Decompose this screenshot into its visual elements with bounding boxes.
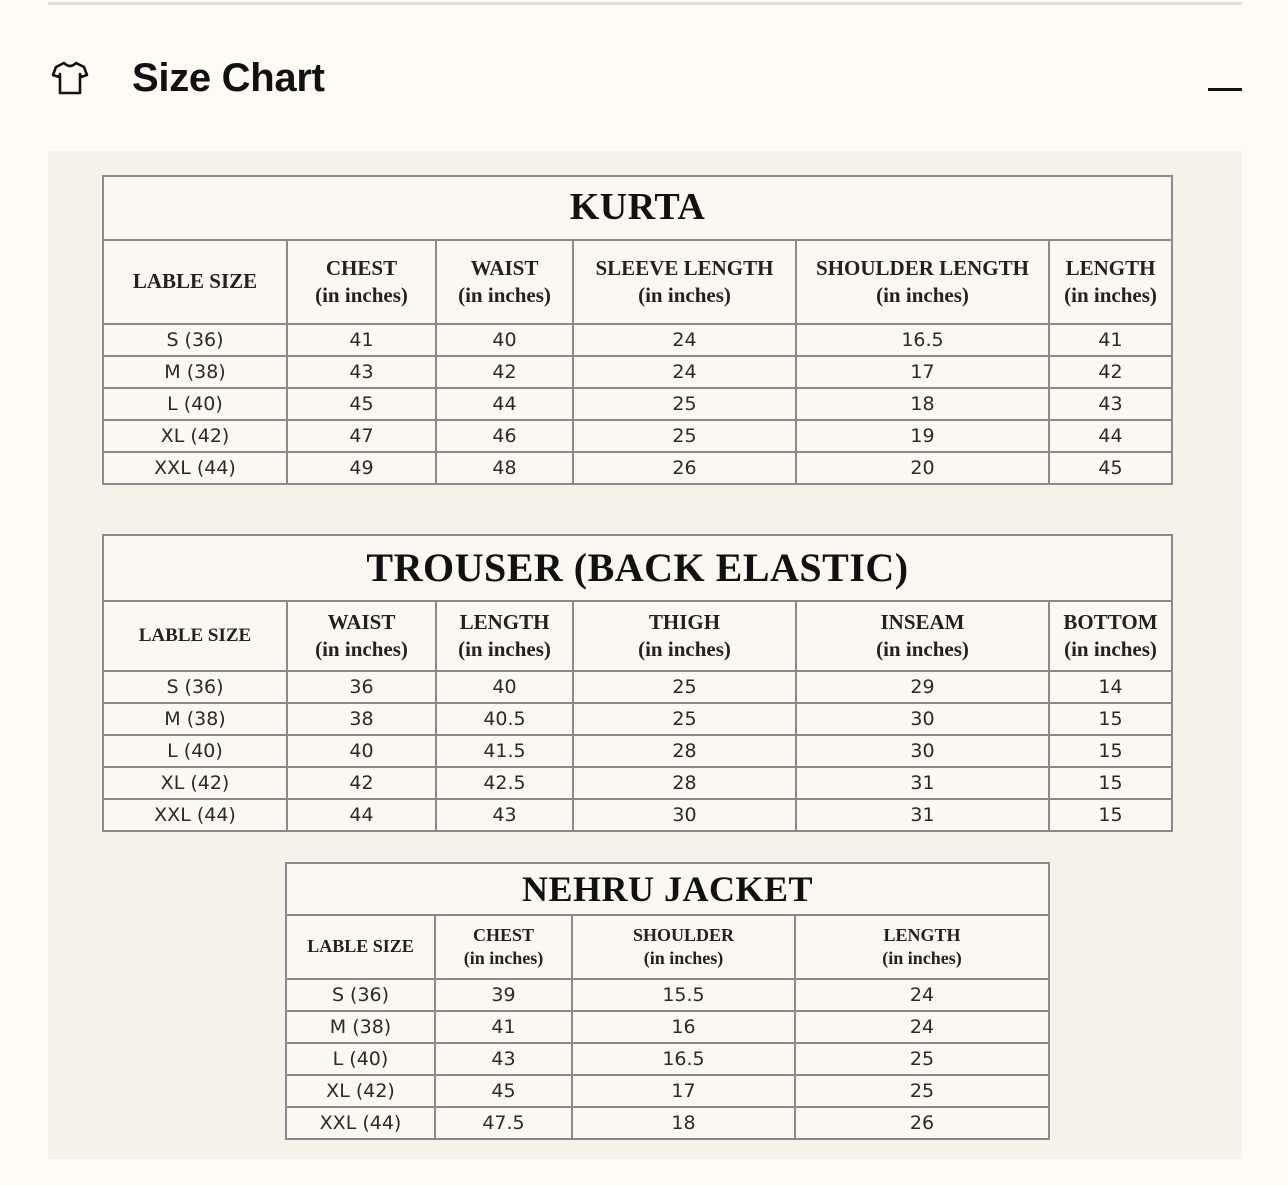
table-cell: 24 xyxy=(795,1011,1049,1043)
table-cell: XXL (44) xyxy=(286,1107,435,1139)
table-cell: 31 xyxy=(796,767,1049,799)
table-row xyxy=(103,452,1172,484)
column-header: BOTTOM (in inches) xyxy=(1049,601,1172,671)
table-cell: 36 xyxy=(287,671,436,703)
table-cell: 43 xyxy=(287,356,436,388)
table-cell: 15.5 xyxy=(572,979,795,1011)
table-row xyxy=(103,703,1172,735)
table-cell: 41 xyxy=(287,324,436,356)
trouser-header-row xyxy=(103,601,1172,671)
table-cell: M (38) xyxy=(103,703,287,735)
column-header: LABLE SIZE xyxy=(103,240,287,324)
table-cell: XXL (44) xyxy=(103,452,287,484)
table-cell: 47 xyxy=(287,420,436,452)
size-chart-image xyxy=(48,151,1242,1159)
table-row xyxy=(103,735,1172,767)
table-cell: 47.5 xyxy=(435,1107,572,1139)
column-header: THIGH (in inches) xyxy=(573,601,796,671)
table-cell: 28 xyxy=(573,735,796,767)
table-row xyxy=(103,388,1172,420)
column-header: CHEST (in inches) xyxy=(435,915,572,979)
column-header: LABLE SIZE xyxy=(103,601,287,671)
table-row xyxy=(103,420,1172,452)
table-cell: 43 xyxy=(435,1043,572,1075)
table-cell: 45 xyxy=(435,1075,572,1107)
table-cell: 40 xyxy=(287,735,436,767)
top-divider xyxy=(48,2,1242,5)
table-cell: 48 xyxy=(436,452,573,484)
table-cell: 24 xyxy=(795,979,1049,1011)
table-cell: 46 xyxy=(436,420,573,452)
table-cell: 41.5 xyxy=(436,735,573,767)
table-cell: 41 xyxy=(1049,324,1172,356)
table-cell: XXL (44) xyxy=(103,799,287,831)
minus-icon[interactable] xyxy=(1208,61,1242,95)
table-cell: 20 xyxy=(796,452,1049,484)
table-cell: 16 xyxy=(572,1011,795,1043)
table-cell: 25 xyxy=(573,388,796,420)
table-row xyxy=(103,767,1172,799)
table-cell: XL (42) xyxy=(103,420,287,452)
jacket-size-table xyxy=(285,862,1050,1140)
table-cell: 14 xyxy=(1049,671,1172,703)
table-cell: 39 xyxy=(435,979,572,1011)
table-cell: 17 xyxy=(796,356,1049,388)
table-cell: 28 xyxy=(573,767,796,799)
table-cell: L (40) xyxy=(286,1043,435,1075)
table-cell: 40 xyxy=(436,324,573,356)
table-cell: 24 xyxy=(573,324,796,356)
table-cell: 26 xyxy=(795,1107,1049,1139)
size-chart-accordion-header[interactable] xyxy=(48,48,1242,108)
trouser-size-table xyxy=(102,534,1173,832)
table-cell: 15 xyxy=(1049,735,1172,767)
table-cell: 44 xyxy=(1049,420,1172,452)
shirt-icon xyxy=(48,56,92,100)
column-header: LENGTH (in inches) xyxy=(1049,240,1172,324)
table-cell: L (40) xyxy=(103,388,287,420)
table-cell: XL (42) xyxy=(286,1075,435,1107)
table-cell: 38 xyxy=(287,703,436,735)
table-cell: 16.5 xyxy=(796,324,1049,356)
table-row xyxy=(286,1043,1049,1075)
table-cell: L (40) xyxy=(103,735,287,767)
table-cell: 15 xyxy=(1049,799,1172,831)
table-cell: 42 xyxy=(436,356,573,388)
table-cell: 42.5 xyxy=(436,767,573,799)
table-cell: 18 xyxy=(796,388,1049,420)
table-cell: 18 xyxy=(572,1107,795,1139)
table-row xyxy=(103,671,1172,703)
table-cell: 44 xyxy=(287,799,436,831)
table-cell: 29 xyxy=(796,671,1049,703)
table-cell: M (38) xyxy=(286,1011,435,1043)
column-header: SHOULDER (in inches) xyxy=(572,915,795,979)
column-header: LENGTH (in inches) xyxy=(436,601,573,671)
table-cell: 15 xyxy=(1049,767,1172,799)
table-cell: 25 xyxy=(573,420,796,452)
column-header: CHEST (in inches) xyxy=(287,240,436,324)
table-cell: 40 xyxy=(436,671,573,703)
table-cell: XL (42) xyxy=(103,767,287,799)
table-cell: 30 xyxy=(796,735,1049,767)
table-row xyxy=(103,356,1172,388)
column-header: INSEAM (in inches) xyxy=(796,601,1049,671)
kurta-header-row xyxy=(103,240,1172,324)
table-cell: S (36) xyxy=(286,979,435,1011)
jacket-title: NEHRU JACKET xyxy=(286,863,1049,915)
column-header: SLEEVE LENGTH (in inches) xyxy=(573,240,796,324)
column-header: SHOULDER LENGTH (in inches) xyxy=(796,240,1049,324)
table-cell: 43 xyxy=(1049,388,1172,420)
table-cell: 45 xyxy=(287,388,436,420)
kurta-size-table xyxy=(102,175,1173,485)
column-header: LENGTH (in inches) xyxy=(795,915,1049,979)
table-cell: 42 xyxy=(1049,356,1172,388)
table-cell: M (38) xyxy=(103,356,287,388)
table-row xyxy=(286,1011,1049,1043)
table-cell: 45 xyxy=(1049,452,1172,484)
column-header: WAIST (in inches) xyxy=(436,240,573,324)
table-cell: S (36) xyxy=(103,324,287,356)
table-row xyxy=(286,1107,1049,1139)
jacket-header-row xyxy=(286,915,1049,979)
table-cell: 40.5 xyxy=(436,703,573,735)
table-cell: 31 xyxy=(796,799,1049,831)
table-cell: 25 xyxy=(573,703,796,735)
trouser-title: TROUSER (BACK ELASTIC) xyxy=(103,535,1172,601)
table-cell: 49 xyxy=(287,452,436,484)
table-cell: 16.5 xyxy=(572,1043,795,1075)
table-cell: 42 xyxy=(287,767,436,799)
table-row xyxy=(286,979,1049,1011)
table-cell: 43 xyxy=(436,799,573,831)
table-cell: 25 xyxy=(573,671,796,703)
table-cell: 15 xyxy=(1049,703,1172,735)
kurta-title: KURTA xyxy=(103,176,1172,240)
table-cell: 30 xyxy=(796,703,1049,735)
table-cell: 19 xyxy=(796,420,1049,452)
column-header: LABLE SIZE xyxy=(286,915,435,979)
table-row xyxy=(286,1075,1049,1107)
table-row xyxy=(103,799,1172,831)
table-cell: 17 xyxy=(572,1075,795,1107)
section-title: Size Chart xyxy=(132,55,325,100)
table-cell: S (36) xyxy=(103,671,287,703)
table-cell: 25 xyxy=(795,1043,1049,1075)
table-cell: 26 xyxy=(573,452,796,484)
table-row xyxy=(103,324,1172,356)
table-cell: 44 xyxy=(436,388,573,420)
column-header: WAIST (in inches) xyxy=(287,601,436,671)
table-cell: 41 xyxy=(435,1011,572,1043)
table-cell: 24 xyxy=(573,356,796,388)
table-cell: 30 xyxy=(573,799,796,831)
table-cell: 25 xyxy=(795,1075,1049,1107)
